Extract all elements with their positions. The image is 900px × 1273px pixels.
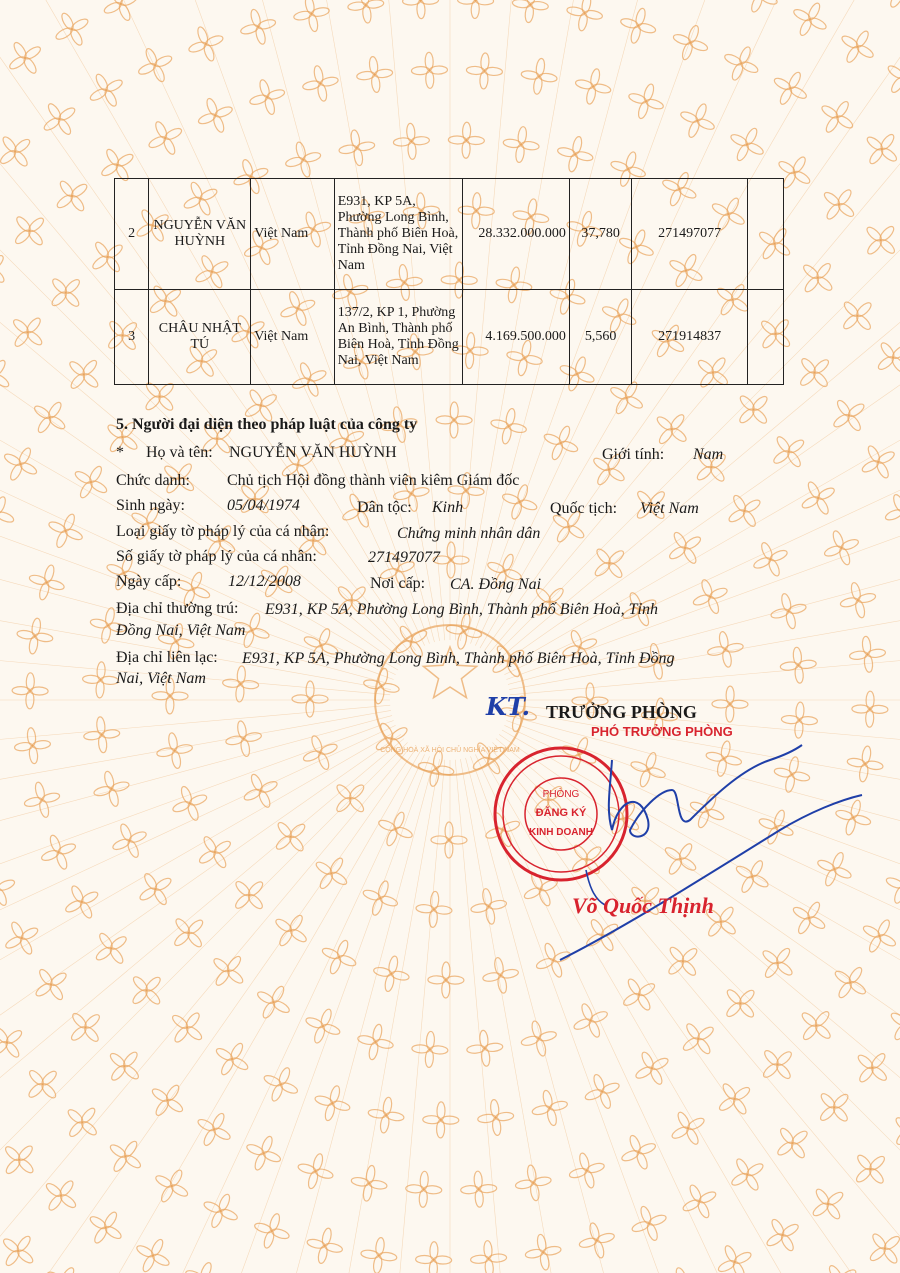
issue-date-label: Ngày cấp:	[116, 573, 182, 590]
citizenship-value: Việt Nam	[640, 500, 699, 517]
permanent-address-label: Địa chỉ thường trú:	[116, 600, 239, 617]
permanent-address-line-2: Đồng Nai, Việt Nam	[116, 622, 246, 639]
doc-number-label: Số giấy tờ pháp lý của cá nhân:	[116, 548, 317, 565]
doc-type-value: Chứng minh nhân dân	[397, 525, 541, 542]
member-address: E931, KP 5A, Phường Long Bình, Thành phố Biên Hoà, Tỉnh Đồng Nai, Việt Nam	[334, 179, 463, 290]
member-name: NGUYỄN VĂN HUỲNH	[149, 179, 251, 290]
dob-value: 05/04/1974	[227, 497, 300, 514]
member-note	[747, 179, 783, 290]
bullet-marker: *	[116, 444, 124, 461]
signature-prefix: KT.	[486, 692, 530, 721]
stamp-line-1: PHÒNG	[542, 789, 580, 800]
stamp-line-3: KINH DOANH	[529, 827, 593, 838]
official-seal-stamp	[492, 745, 630, 883]
issue-place-value: CA. Đồng Nai	[450, 576, 542, 593]
member-name: CHÂU NHẬT TÚ	[149, 290, 251, 385]
signature-title: TRƯỞNG PHÒNG	[546, 702, 697, 722]
gender-label: Giới tính:	[602, 446, 665, 463]
member-percent: 5,560	[569, 290, 631, 385]
member-note	[747, 290, 783, 385]
table-row	[115, 179, 784, 290]
issue-date-value: 12/12/2008	[228, 573, 301, 590]
contact-address-label: Địa chỉ liên lạc:	[116, 649, 218, 666]
member-nationality: Việt Nam	[251, 179, 334, 290]
row-number: 3	[115, 290, 149, 385]
contact-address-line-2: Nai, Việt Nam	[116, 670, 206, 687]
member-id-number: 271497077	[632, 179, 748, 290]
member-percent: 37,780	[569, 179, 631, 290]
emblem-text: CỘNG HOÀ XÃ HỘI CHỦ NGHĨA VIỆT NAM	[380, 747, 520, 754]
signer-name: Võ Quốc Thịnh	[572, 893, 714, 918]
issue-place-label: Nơi cấp:	[370, 575, 426, 592]
stamp-line-2: ĐĂNG KÝ	[535, 807, 587, 819]
member-id-number: 271914837	[632, 290, 748, 385]
gender-value: Nam	[693, 446, 724, 463]
dob-label: Sinh ngày:	[116, 497, 185, 514]
citizenship-label: Quốc tịch:	[550, 500, 618, 517]
position-value: Chủ tịch Hội đồng thành viên kiêm Giám đốc	[227, 472, 520, 489]
name-value: NGUYỄN VĂN HUỲNH	[229, 444, 397, 461]
section-title: 5. Người đại diện theo pháp luật của công ty	[116, 416, 418, 433]
name-label: Họ và tên:	[146, 444, 213, 461]
member-address: 137/2, KP 1, Phường An Bình, Thành phố Biên Hoà, Tỉnh Đồng Nai, Việt Nam	[334, 290, 463, 385]
ethnic-value: Kinh	[432, 499, 464, 516]
member-nationality: Việt Nam	[251, 290, 334, 385]
position-label: Chức danh:	[116, 472, 190, 489]
doc-number-value: 271497077	[368, 549, 440, 566]
table-row	[115, 290, 784, 385]
signature-subtitle: PHÓ TRƯỞNG PHÒNG	[591, 724, 733, 739]
member-capital: 28.332.000.000	[463, 179, 570, 290]
doc-type-label: Loại giấy tờ pháp lý của cá nhân:	[116, 523, 330, 540]
member-capital: 4.169.500.000	[463, 290, 570, 385]
row-number: 2	[115, 179, 149, 290]
ethnic-label: Dân tộc:	[357, 499, 412, 516]
contact-address-line-1: E931, KP 5A, Phường Long Bình, Thành phố Biên Hoà, Tỉnh Đồng	[242, 650, 675, 667]
members-table	[114, 178, 784, 385]
permanent-address-line-1: E931, KP 5A, Phường Long Bình, Thành phố Biên Hoà, Tỉnh	[265, 601, 658, 618]
